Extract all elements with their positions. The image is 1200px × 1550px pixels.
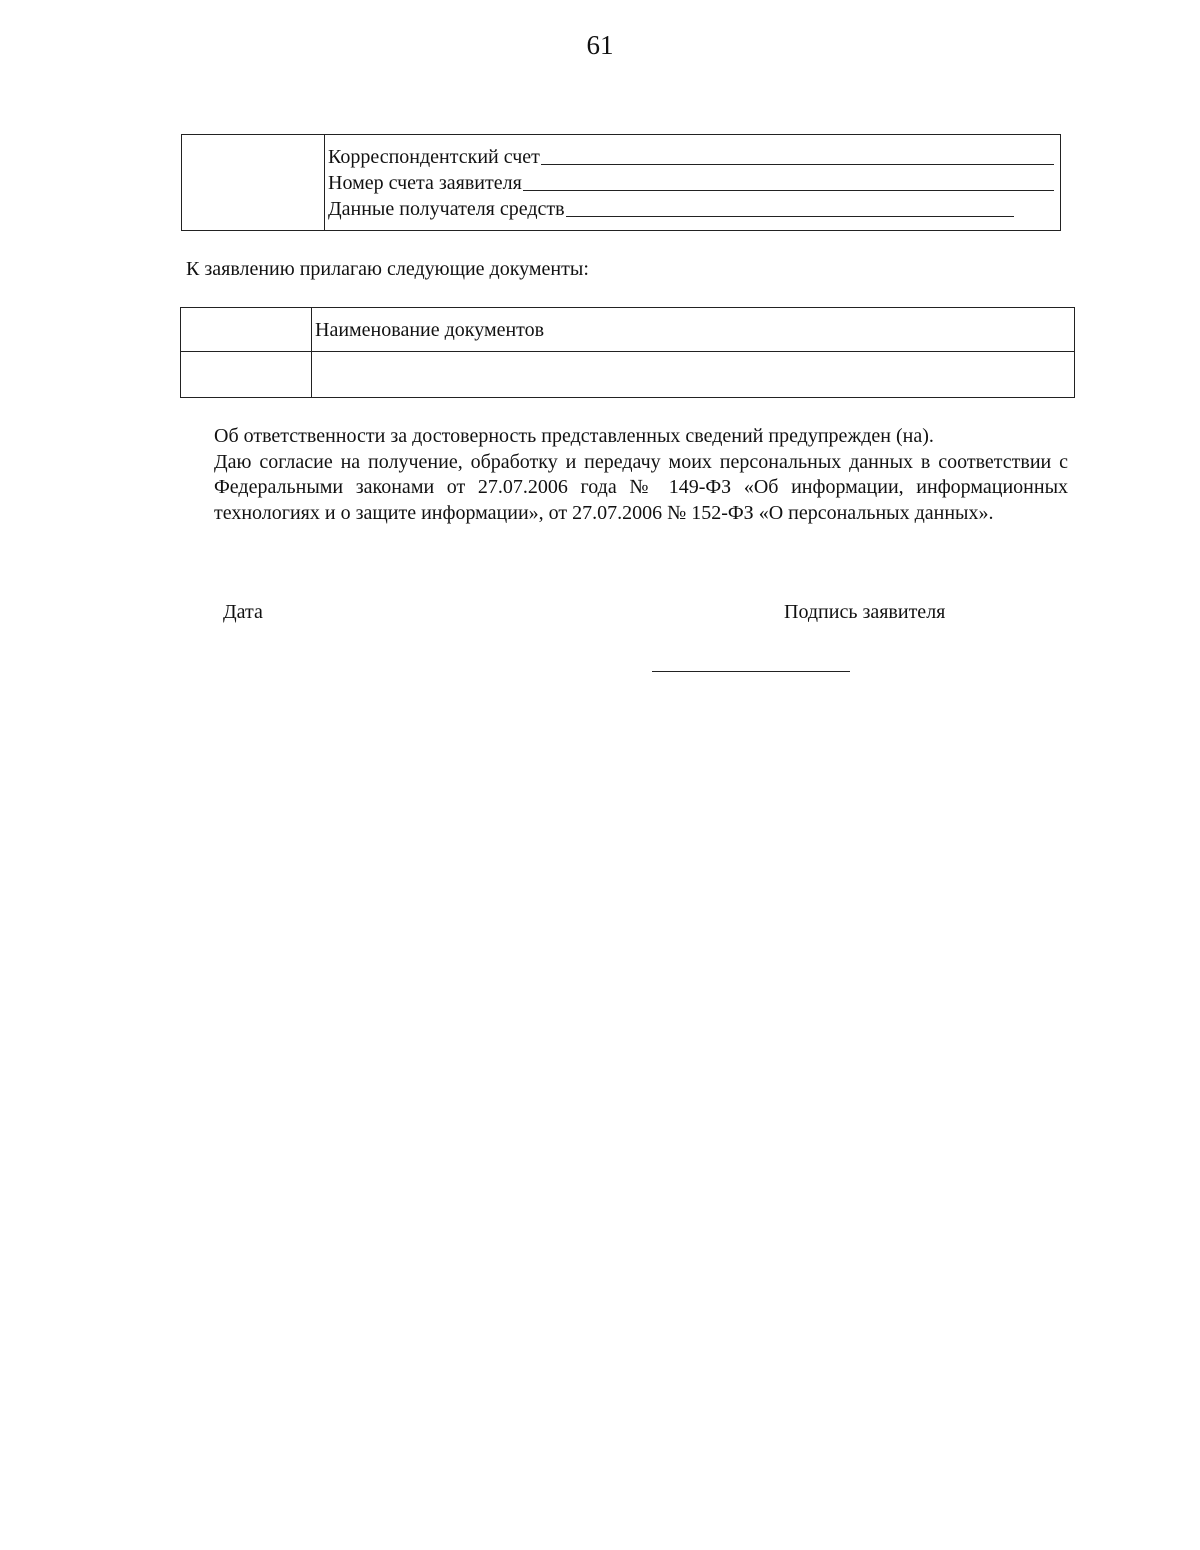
applicant-account-label: Номер счета заявителя xyxy=(328,172,522,194)
bank-details-table xyxy=(181,134,1061,231)
date-label: Дата xyxy=(223,601,263,623)
signature-line[interactable] xyxy=(652,671,850,672)
consent-paragraph xyxy=(214,424,1068,526)
bank-table-left-cell xyxy=(182,135,325,230)
recipient-data-line xyxy=(328,196,1054,222)
page-number: 61 xyxy=(586,30,614,60)
documents-table-row-divider xyxy=(181,351,1074,352)
recipient-data-field[interactable] xyxy=(566,216,1014,217)
documents-table xyxy=(180,307,1075,398)
recipient-data-label: Данные получателя средств xyxy=(328,198,565,220)
attachments-intro: К заявлению прилагаю следующие документы: xyxy=(186,258,589,280)
personal-data-consent: Даю согласие на получение, обработку и передачу моих персональных данных в соответствии с Федеральными законами от 27.07.2006 года № 149-ФЗ «Об информации, информационных технологиях и о защите информации», от 27.07.2006 № 152-ФЗ «О персональных данных». xyxy=(214,450,1068,524)
correspondent-account-label: Корреспондентский счет xyxy=(328,146,540,168)
documents-table-header: Наименование документов xyxy=(315,319,545,341)
applicant-account-field[interactable] xyxy=(523,190,1054,191)
signature-label: Подпись заявителя xyxy=(784,601,946,623)
responsibility-statement: Об ответственности за достоверность представленных сведений предупрежден (на). xyxy=(214,425,934,447)
correspondent-account-field[interactable] xyxy=(541,164,1054,165)
documents-table-column-divider xyxy=(311,308,312,397)
correspondent-account-line xyxy=(328,144,1054,170)
bank-table-right-cell xyxy=(328,144,1054,222)
applicant-account-line xyxy=(328,170,1054,196)
